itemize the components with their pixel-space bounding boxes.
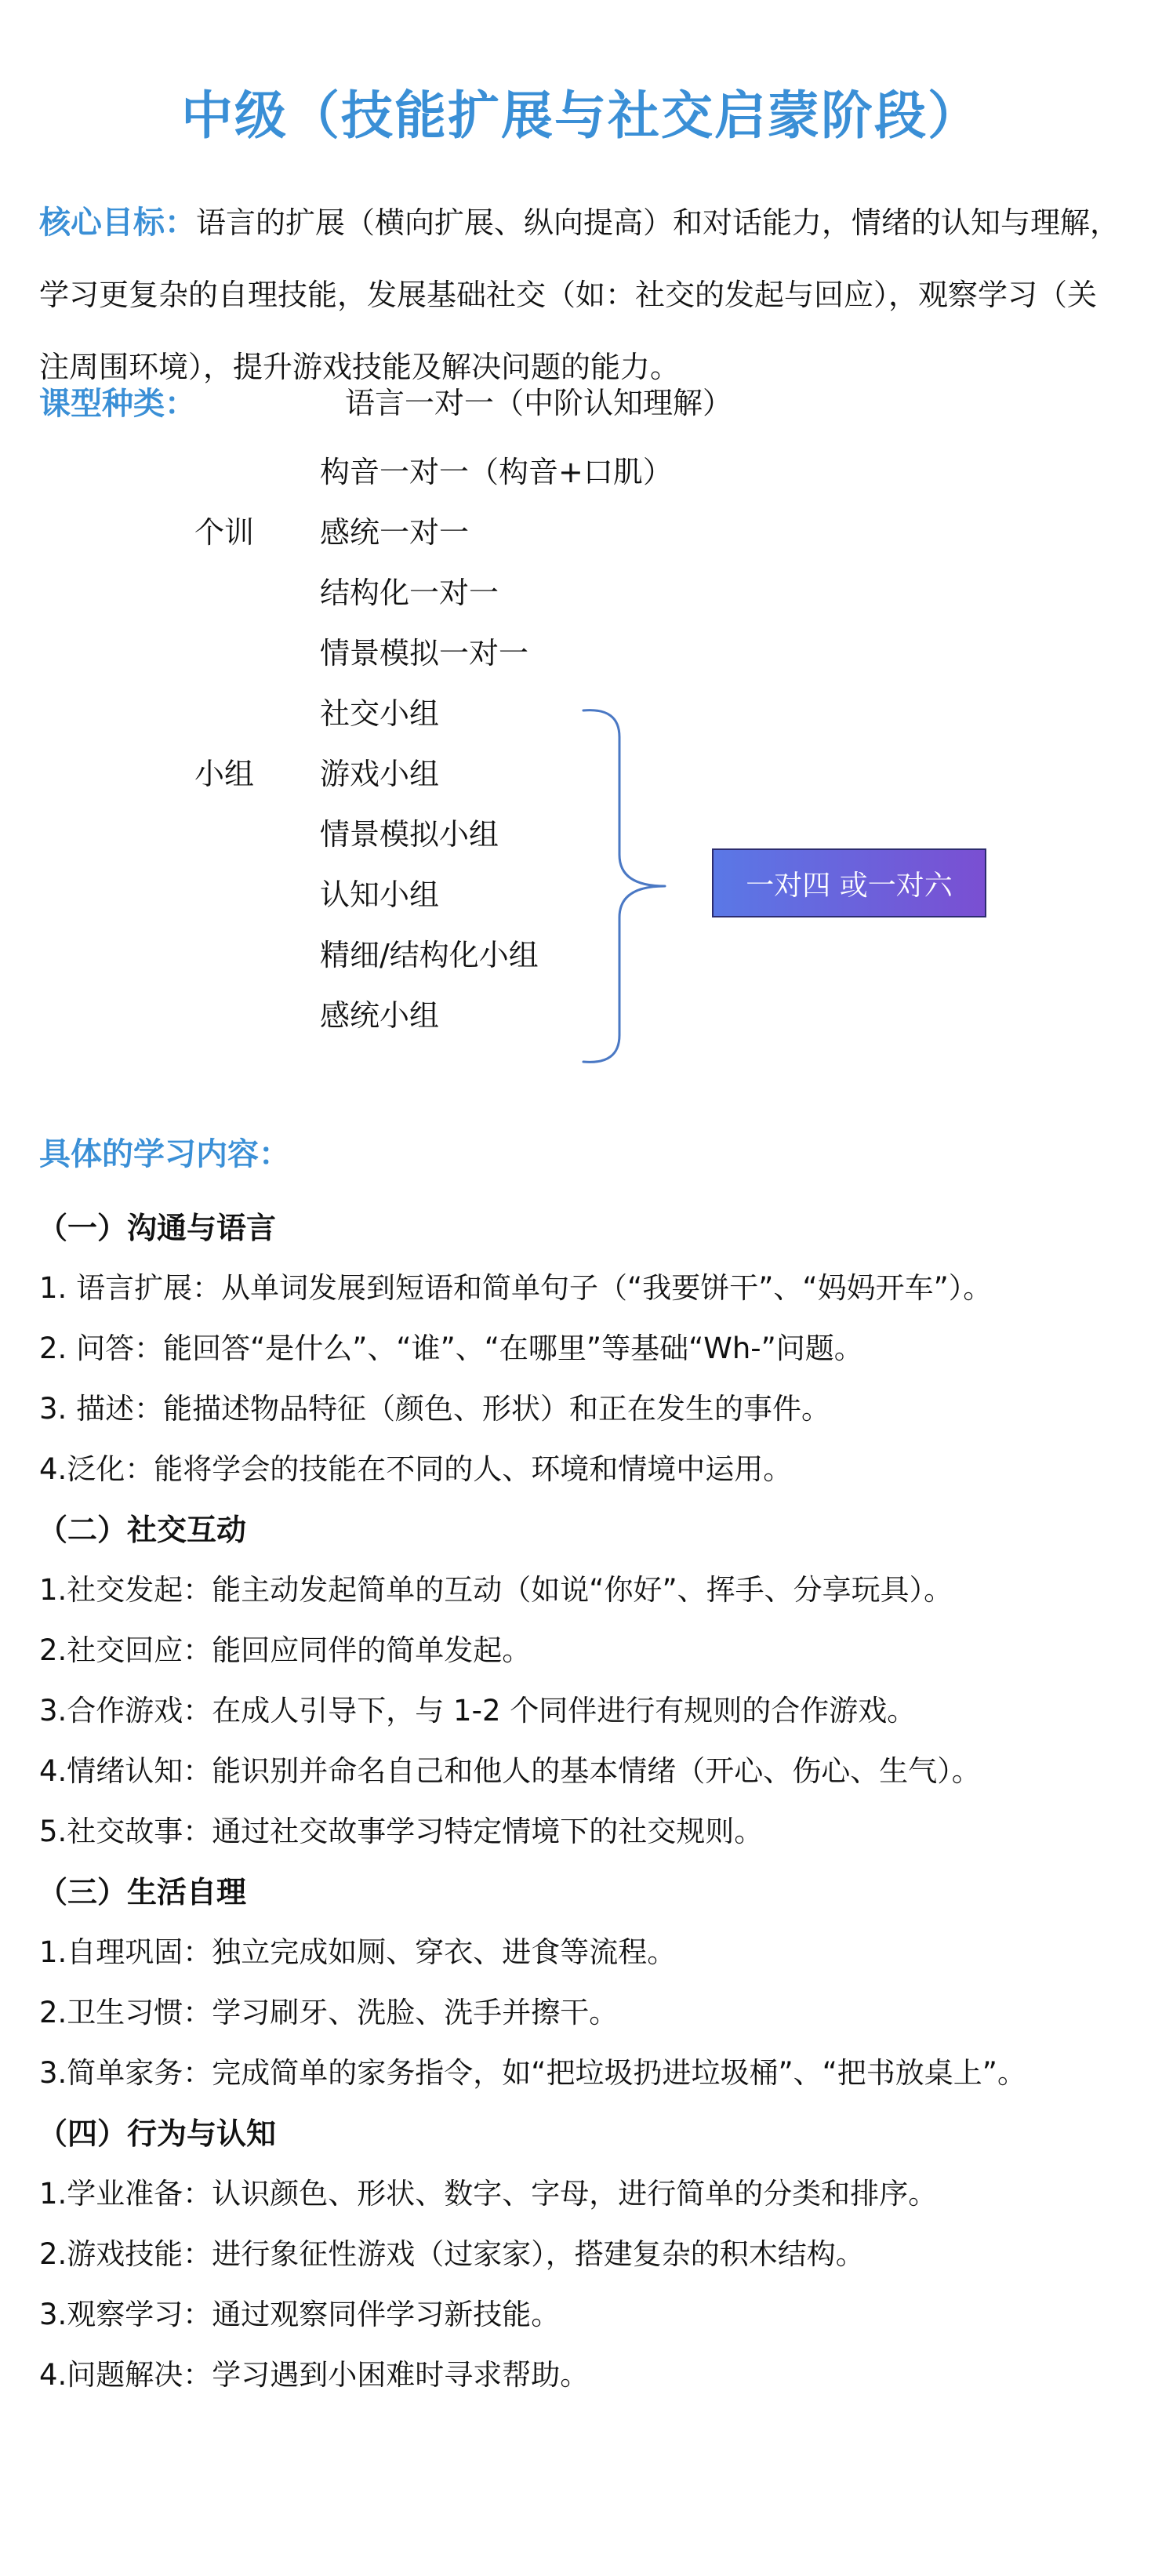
content-item: 2.卫生习惯：学习刷牙、洗脸、洗手并擦干。 [39, 1996, 619, 2029]
course-group-item: 感统小组 [320, 998, 440, 1033]
section-heading: （二）社交互动 [38, 1513, 247, 1547]
course-group-item: 精细/结构化小组 [320, 938, 539, 972]
content-item: 1.自理巩固：独立完成如厕、穿衣、进食等流程。 [39, 1935, 677, 1969]
course-group-item: 认知小组 [320, 877, 440, 912]
individual-tag: 个训 [194, 515, 255, 550]
course-individual-item: 语言一对一（中阶认知理解） [345, 386, 733, 420]
content-item: 1.社交发起：能主动发起简单的互动（如说“你好”、挥手、分享玩具）。 [39, 1573, 953, 1607]
content-item: 4.问题解决：学习遇到小困难时寻求帮助。 [39, 2358, 590, 2392]
content-item: 2.社交回应：能回应同伴的简单发起。 [39, 1633, 532, 1667]
content-label: 具体的学习内容： [39, 1136, 290, 1172]
course-group-item: 情景模拟小组 [320, 817, 499, 852]
content-item: 1. 语言扩展：从单词发展到短语和简单句子（“我要饼干”、“妈妈开车”）。 [39, 1271, 993, 1305]
core-goal-text: 语言的扩展（横向扩展、纵向提高）和对话能力，情绪的认知与理解，学习更复杂的自理技能，发展基础社交（如：社交的发起与回应），观察学习（关注周围环境），提升游戏技能及解决问题的能力。 [39, 205, 1120, 384]
content-item: 4.情绪认知：能识别并命名自己和他人的基本情绪（开心、伤心、生气）。 [39, 1754, 981, 1788]
content-item: 3. 描述：能描述物品特征（颜色、形状）和正在发生的事件。 [39, 1392, 831, 1426]
content-item: 5.社交故事：通过社交故事学习特定情境下的社交规则。 [39, 1815, 764, 1848]
group-ratio-box: 一对四 或一对六 [712, 848, 986, 917]
section-heading: （一）沟通与语言 [38, 1211, 277, 1245]
course-individual-item: 构音一对一（构音+口肌） [320, 455, 673, 489]
content-item: 3.简单家务：完成简单的家务指令，如“把垃圾扔进垃圾桶”、“把书放桌上”。 [39, 2056, 1026, 2090]
content-item: 1.学业准备：认识颜色、形状、数字、字母，进行简单的分类和排序。 [39, 2177, 938, 2211]
section-heading: （四）行为与认知 [38, 2116, 277, 2151]
course-types-label: 课型种类： [39, 386, 196, 422]
group-brace [572, 706, 674, 1066]
course-group-item: 社交小组 [320, 696, 440, 731]
group-tag: 小组 [194, 757, 255, 791]
content-item: 2. 问答：能回答“是什么”、“谁”、“在哪里”等基础“Wh-”问题。 [39, 1332, 863, 1365]
section-heading: （三）生活自理 [38, 1875, 247, 1909]
course-individual-item: 情景模拟一对一 [320, 636, 529, 670]
content-item: 3.合作游戏：在成人引导下，与 1-2 个同伴进行有规则的合作游戏。 [39, 1694, 917, 1728]
course-individual-item: 感统一对一 [320, 515, 470, 550]
course-individual-item: 结构化一对一 [320, 576, 499, 610]
content-item: 2.游戏技能：进行象征性游戏（过家家），搭建复杂的积木结构。 [39, 2237, 865, 2271]
course-group-item: 游戏小组 [320, 757, 440, 791]
core-goal-paragraph [39, 187, 1125, 403]
content-item: 4.泛化：能将学会的技能在不同的人、环境和情境中运用。 [39, 1452, 793, 1486]
core-goal-label: 核心目标： [39, 205, 196, 241]
content-item: 3.观察学习：通过观察同伴学习新技能。 [39, 2298, 561, 2331]
page-title: 中级（技能扩展与社交启蒙阶段） [181, 85, 981, 146]
